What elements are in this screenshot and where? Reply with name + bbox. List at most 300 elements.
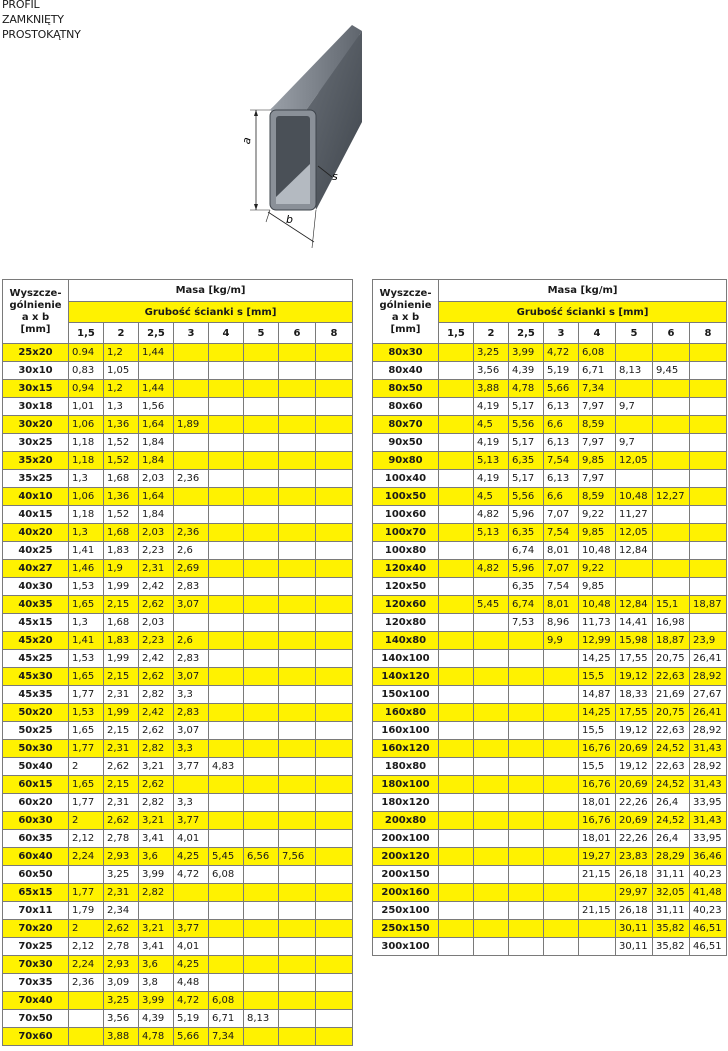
mass-value (279, 362, 316, 380)
mass-value: 1,01 (69, 398, 104, 416)
profile-dimension: 70x35 (3, 974, 69, 992)
mass-value: 4,83 (209, 758, 244, 776)
mass-value (690, 488, 727, 506)
mass-value (244, 920, 279, 938)
mass-value: 1,99 (104, 704, 139, 722)
mass-value: 23,83 (616, 848, 653, 866)
mass-value (209, 794, 244, 812)
mass-value: 2,78 (104, 938, 139, 956)
mass-value (316, 740, 353, 758)
mass-value: 1,18 (69, 434, 104, 452)
mass-value: 46,51 (690, 920, 727, 938)
mass-value (174, 398, 209, 416)
mass-value: 1,06 (69, 488, 104, 506)
mass-value (579, 920, 616, 938)
mass-value: 2,83 (174, 704, 209, 722)
mass-value: 29,97 (616, 884, 653, 902)
mass-value (439, 776, 474, 794)
mass-value: 7,54 (544, 524, 579, 542)
profile-dimension: 70x30 (3, 956, 69, 974)
mass-value: 1,84 (139, 506, 174, 524)
mass-value (279, 776, 316, 794)
thickness-column-header: 4 (209, 323, 244, 344)
table-row (3, 488, 353, 506)
mass-value (316, 632, 353, 650)
mass-value: 2,15 (104, 722, 139, 740)
profile-dimension: 40x20 (3, 524, 69, 542)
mass-value (690, 362, 727, 380)
mass-value: 4,01 (174, 938, 209, 956)
mass-value (316, 848, 353, 866)
profile-dimension: 40x27 (3, 560, 69, 578)
mass-value (279, 578, 316, 596)
mass-value (653, 380, 690, 398)
mass-value (439, 434, 474, 452)
mass-value: 5,19 (174, 1010, 209, 1028)
mass-value: 1,3 (104, 398, 139, 416)
mass-value (474, 704, 509, 722)
profile-dimension: 35x25 (3, 470, 69, 488)
dim-label-s: s (332, 170, 338, 183)
document-title (2, 0, 81, 42)
mass-value: 3,07 (174, 596, 209, 614)
thickness-column-header: 8 (316, 323, 353, 344)
mass-value (316, 506, 353, 524)
mass-value: 1,44 (139, 344, 174, 362)
mass-value (209, 614, 244, 632)
profile-dimension: 180x120 (373, 794, 439, 812)
mass-value: 5,45 (209, 848, 244, 866)
mass-value: 2,03 (139, 524, 174, 542)
mass-value: 20,75 (653, 650, 690, 668)
mass-value (279, 632, 316, 650)
mass-value (279, 974, 316, 992)
mass-value (316, 866, 353, 884)
profile-dimension: 60x50 (3, 866, 69, 884)
table-row (3, 1010, 353, 1028)
table-row (3, 362, 353, 380)
mass-value: 1,68 (104, 524, 139, 542)
profile-drawing (232, 12, 362, 252)
profile-dimension: 150x100 (373, 686, 439, 704)
mass-value (474, 866, 509, 884)
mass-value (653, 398, 690, 416)
mass-value (316, 686, 353, 704)
mass-value: 1,65 (69, 668, 104, 686)
mass-value (279, 344, 316, 362)
mass-header: Masa [kg/m] (69, 280, 353, 302)
table-row (3, 776, 353, 794)
profile-dimension: 120x60 (373, 596, 439, 614)
profile-dimension: 200x150 (373, 866, 439, 884)
mass-value (244, 506, 279, 524)
mass-value (439, 668, 474, 686)
mass-value: 4,72 (174, 866, 209, 884)
mass-value (244, 938, 279, 956)
mass-value: 20,69 (616, 776, 653, 794)
mass-value (544, 668, 579, 686)
dim-label-b: b (286, 213, 293, 226)
mass-value: 1,53 (69, 650, 104, 668)
mass-value: 14,25 (579, 650, 616, 668)
mass-value: 20,75 (653, 704, 690, 722)
mass-value: 2,93 (104, 848, 139, 866)
mass-value (653, 470, 690, 488)
mass-value (690, 470, 727, 488)
table-row (373, 542, 727, 560)
mass-value: 9,7 (616, 398, 653, 416)
table-row (3, 524, 353, 542)
mass-value: 4,25 (174, 848, 209, 866)
thickness-column-header: 2,5 (509, 323, 544, 344)
mass-value (279, 488, 316, 506)
mass-value: 1,68 (104, 470, 139, 488)
table-row (3, 632, 353, 650)
mass-value (244, 740, 279, 758)
mass-value (279, 1028, 316, 1046)
mass-value (174, 488, 209, 506)
row-label-line: [mm] (390, 323, 421, 335)
mass-value (439, 362, 474, 380)
mass-value (316, 560, 353, 578)
mass-value (439, 758, 474, 776)
mass-value (439, 560, 474, 578)
profile-dimension: 40x25 (3, 542, 69, 560)
profile-dimension: 70x60 (3, 1028, 69, 1046)
profile-dimension: 100x50 (373, 488, 439, 506)
mass-value (316, 434, 353, 452)
mass-value (279, 434, 316, 452)
mass-value (509, 866, 544, 884)
table-row (3, 830, 353, 848)
mass-value: 2 (69, 812, 104, 830)
mass-value: 22,63 (653, 668, 690, 686)
thickness-column-header: 4 (579, 323, 616, 344)
mass-value (544, 920, 579, 938)
mass-value: 26,41 (690, 704, 727, 722)
mass-value: 11,73 (579, 614, 616, 632)
mass-value: 5,17 (509, 398, 544, 416)
mass-value: 21,15 (579, 902, 616, 920)
mass-value: 2,93 (104, 956, 139, 974)
mass-value: 10,48 (616, 488, 653, 506)
mass-value (316, 992, 353, 1010)
table-row (3, 596, 353, 614)
profile-dimension: 80x60 (373, 398, 439, 416)
mass-value (174, 506, 209, 524)
mass-value: 4,5 (474, 416, 509, 434)
mass-value (474, 776, 509, 794)
mass-value: 2,42 (139, 578, 174, 596)
mass-value: 2 (69, 758, 104, 776)
table-row (3, 614, 353, 632)
mass-value (316, 398, 353, 416)
mass-value: 2,6 (174, 542, 209, 560)
mass-value (474, 668, 509, 686)
mass-value (279, 506, 316, 524)
mass-value (616, 560, 653, 578)
mass-value (209, 686, 244, 704)
mass-value: 1,52 (104, 452, 139, 470)
mass-value: 2,24 (69, 848, 104, 866)
mass-value (690, 380, 727, 398)
mass-value (439, 812, 474, 830)
profile-dimension: 50x20 (3, 704, 69, 722)
mass-value (316, 974, 353, 992)
mass-value (316, 938, 353, 956)
mass-value: 15,5 (579, 758, 616, 776)
thickness-column-header: 3 (174, 323, 209, 344)
mass-value (439, 794, 474, 812)
profile-dimension: 60x20 (3, 794, 69, 812)
mass-value (316, 1028, 353, 1046)
mass-value (69, 1028, 104, 1046)
mass-value (316, 488, 353, 506)
mass-value (439, 884, 474, 902)
title-line: ZAMKNIĘTY (2, 13, 64, 26)
mass-value: 9,85 (579, 452, 616, 470)
mass-value: 2,62 (139, 668, 174, 686)
mass-value (209, 632, 244, 650)
table-row (3, 434, 353, 452)
mass-value: 3,3 (174, 740, 209, 758)
mass-value (544, 938, 579, 956)
mass-value (653, 578, 690, 596)
mass-value: 26,4 (653, 794, 690, 812)
mass-value: 4,01 (174, 830, 209, 848)
mass-value: 1,64 (139, 416, 174, 434)
mass-value (544, 902, 579, 920)
table-row (373, 596, 727, 614)
profile-dimension: 25x20 (3, 344, 69, 362)
table-row (373, 722, 727, 740)
mass-value: 24,52 (653, 812, 690, 830)
mass-value (209, 920, 244, 938)
table-row (3, 974, 353, 992)
mass-value (474, 632, 509, 650)
row-label-line: [mm] (20, 323, 51, 335)
mass-value: 8,13 (244, 1010, 279, 1028)
thickness-header: Grubość ścianki s [mm] (69, 302, 353, 323)
mass-value (69, 992, 104, 1010)
mass-value: 15,98 (616, 632, 653, 650)
mass-value: 1,77 (69, 686, 104, 704)
mass-value: 0.94 (69, 344, 104, 362)
table-row (3, 794, 353, 812)
thickness-column-header: 5 (244, 323, 279, 344)
mass-value: 1,83 (104, 542, 139, 560)
mass-value (509, 902, 544, 920)
profile-dimension: 30x25 (3, 434, 69, 452)
mass-value: 4,39 (139, 1010, 174, 1028)
profile-dimension: 140x100 (373, 650, 439, 668)
mass-value (139, 902, 174, 920)
mass-value: 16,76 (579, 812, 616, 830)
mass-value: 6,08 (209, 866, 244, 884)
mass-value (544, 722, 579, 740)
mass-value: 6,74 (509, 596, 544, 614)
mass-value: 4,72 (544, 344, 579, 362)
mass-value: 2,23 (139, 542, 174, 560)
table-row (373, 560, 727, 578)
mass-value (209, 524, 244, 542)
mass-value: 7,97 (579, 434, 616, 452)
table-row (3, 452, 353, 470)
mass-value (653, 524, 690, 542)
profile-dimension: 70x50 (3, 1010, 69, 1028)
profile-dimension: 45x25 (3, 650, 69, 668)
mass-value (509, 794, 544, 812)
table-row (3, 1028, 353, 1046)
table-row (373, 902, 727, 920)
mass-value: 2,15 (104, 776, 139, 794)
table-row (373, 506, 727, 524)
mass-value: 46,51 (690, 938, 727, 956)
mass-value: 3,09 (104, 974, 139, 992)
mass-value (316, 776, 353, 794)
thickness-column-header: 2,5 (139, 323, 174, 344)
mass-value (244, 452, 279, 470)
table-row (3, 902, 353, 920)
mass-value (244, 542, 279, 560)
mass-value (690, 524, 727, 542)
mass-value: 28,92 (690, 668, 727, 686)
mass-value (279, 614, 316, 632)
table-row (3, 884, 353, 902)
mass-value (174, 344, 209, 362)
table-row (373, 938, 727, 956)
mass-value: 3,56 (474, 362, 509, 380)
mass-value: 2,6 (174, 632, 209, 650)
table-row (373, 794, 727, 812)
mass-value (279, 866, 316, 884)
mass-value (244, 578, 279, 596)
mass-value: 18,87 (690, 596, 727, 614)
mass-value: 2,15 (104, 596, 139, 614)
thickness-column-header: 6 (279, 323, 316, 344)
mass-value: 17,55 (616, 650, 653, 668)
mass-value (316, 884, 353, 902)
thickness-column-header: 3 (544, 323, 579, 344)
mass-value: 2,69 (174, 560, 209, 578)
mass-value (244, 956, 279, 974)
profile-dimension: 140x120 (373, 668, 439, 686)
mass-value (316, 1010, 353, 1028)
table-row (3, 416, 353, 434)
mass-value (244, 668, 279, 686)
profile-dimension: 45x30 (3, 668, 69, 686)
mass-value (616, 470, 653, 488)
mass-value: 1,84 (139, 434, 174, 452)
mass-value: 1,3 (69, 470, 104, 488)
mass-value (439, 866, 474, 884)
mass-value: 9,85 (579, 524, 616, 542)
mass-value: 1,53 (69, 704, 104, 722)
mass-value (209, 434, 244, 452)
thickness-column-header: 2 (474, 323, 509, 344)
mass-value: 3,41 (139, 938, 174, 956)
mass-value (244, 362, 279, 380)
table-row (373, 632, 727, 650)
mass-value: 1,89 (174, 416, 209, 434)
mass-value: 3,88 (474, 380, 509, 398)
mass-value (279, 758, 316, 776)
row-label-line: a x b (21, 311, 50, 323)
mass-value (279, 398, 316, 416)
table-row (3, 650, 353, 668)
mass-value (279, 470, 316, 488)
mass-value: 12,84 (616, 542, 653, 560)
mass-value (209, 578, 244, 596)
table-row (373, 650, 727, 668)
mass-value (244, 398, 279, 416)
mass-value (316, 812, 353, 830)
table-row (3, 992, 353, 1010)
mass-value (509, 812, 544, 830)
table-row (373, 434, 727, 452)
mass-value: 2,42 (139, 704, 174, 722)
mass-value (279, 740, 316, 758)
mass-value (279, 596, 316, 614)
profile-dimension: 40x30 (3, 578, 69, 596)
mass-value (316, 344, 353, 362)
mass-value: 7,53 (509, 614, 544, 632)
mass-value (279, 920, 316, 938)
mass-value (690, 416, 727, 434)
mass-value (690, 578, 727, 596)
mass-value: 1,52 (104, 434, 139, 452)
mass-value (209, 398, 244, 416)
mass-value: 7,56 (279, 848, 316, 866)
mass-value (209, 740, 244, 758)
mass-value: 2,24 (69, 956, 104, 974)
mass-value: 26,41 (690, 650, 727, 668)
thickness-column-header: 8 (690, 323, 727, 344)
mass-value: 12,05 (616, 452, 653, 470)
mass-value: 1,65 (69, 776, 104, 794)
mass-value (439, 578, 474, 596)
mass-value: 40,23 (690, 866, 727, 884)
profile-dimension: 160x100 (373, 722, 439, 740)
mass-value: 31,11 (653, 902, 690, 920)
mass-value: 1,18 (69, 452, 104, 470)
mass-value (544, 794, 579, 812)
mass-value (439, 704, 474, 722)
profile-dimension: 45x20 (3, 632, 69, 650)
mass-value: 2,31 (104, 794, 139, 812)
mass-value (316, 380, 353, 398)
mass-value (279, 524, 316, 542)
mass-value: 15,5 (579, 668, 616, 686)
profile-dimension: 60x40 (3, 848, 69, 866)
mass-value (279, 830, 316, 848)
mass-value (279, 1010, 316, 1028)
mass-value: 27,67 (690, 686, 727, 704)
mass-value: 2,31 (139, 560, 174, 578)
mass-value (174, 362, 209, 380)
title-line: PROFIL (2, 0, 40, 11)
profile-dimension: 200x120 (373, 848, 439, 866)
mass-value: 2,83 (174, 650, 209, 668)
mass-value: 3,07 (174, 722, 209, 740)
table-row (373, 740, 727, 758)
mass-value: 2,31 (104, 686, 139, 704)
row-label-header (373, 280, 439, 344)
mass-value: 3,07 (174, 668, 209, 686)
profile-dimension: 250x150 (373, 920, 439, 938)
mass-value (439, 722, 474, 740)
mass-value: 9,22 (579, 560, 616, 578)
